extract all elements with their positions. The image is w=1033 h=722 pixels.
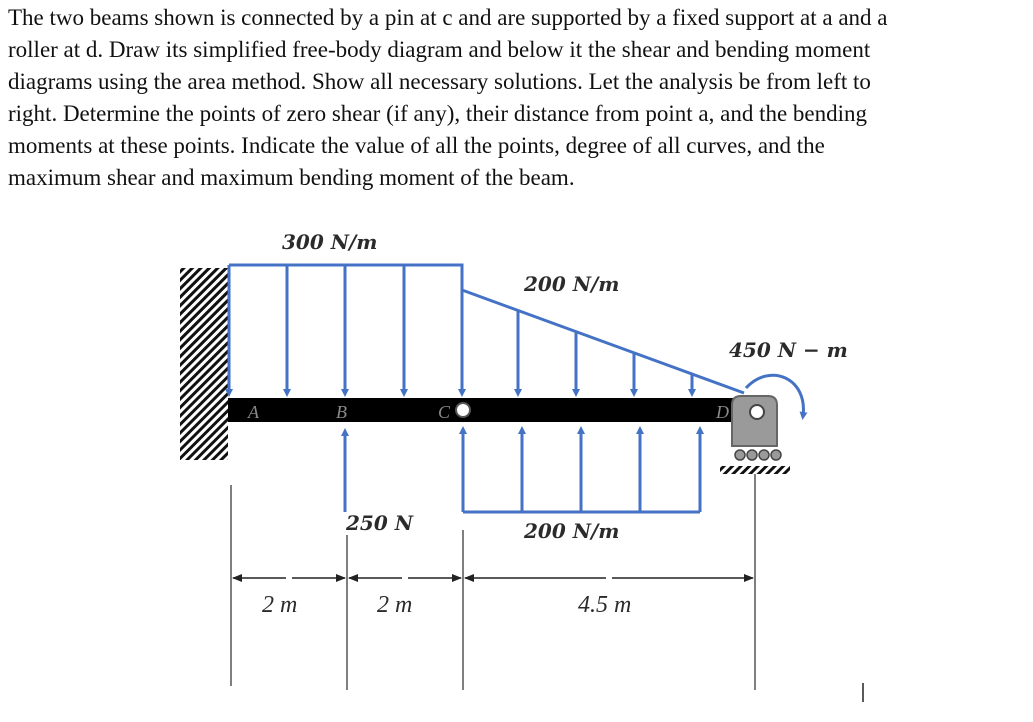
problem-line: roller at d. Draw its simplified free-body diagram and below it the shear and bending moment — [8, 37, 871, 62]
point-c-label: C — [438, 402, 451, 422]
bottom-distributed-load — [463, 430, 700, 512]
point-b-label: B — [336, 402, 347, 422]
problem-line: diagrams using the area method. Show all necessary solutions. Let the analysis be from left to — [8, 69, 871, 94]
beam — [228, 398, 748, 422]
pin-c — [456, 403, 470, 417]
problem-line: maximum shear and maximum bending moment of the beam. — [8, 165, 575, 190]
dimension-ab: 2 m — [262, 592, 298, 618]
problem-line: moments at these points. Indicate the value of all the points, degree of all curves, and the — [8, 133, 825, 158]
load-label-200-bottom: 200 N/m — [524, 519, 620, 543]
load-label-200-top: 200 N/m — [524, 272, 620, 296]
problem-line: The two beams shown is connected by a pin at c and are supported by a fixed support at a and a — [8, 5, 888, 30]
load-label-300: 300 N/m — [282, 230, 378, 254]
fixed-support-wall — [180, 268, 228, 460]
dimension-lines — [231, 474, 755, 690]
moment-label: 450 N − m — [729, 338, 848, 362]
point-a-label: A — [248, 402, 259, 422]
top-distributed-load — [229, 265, 744, 393]
top-load-outline — [229, 265, 744, 393]
dimension-cd: 4.5 m — [578, 592, 632, 618]
dimension-bc: 2 m — [377, 592, 413, 618]
problem-line: right. Determine the points of zero shear (if any), their distance from point a, and the bending — [8, 101, 868, 126]
point-d-label: D — [716, 402, 729, 422]
point-load-label: 250 N — [346, 511, 413, 535]
